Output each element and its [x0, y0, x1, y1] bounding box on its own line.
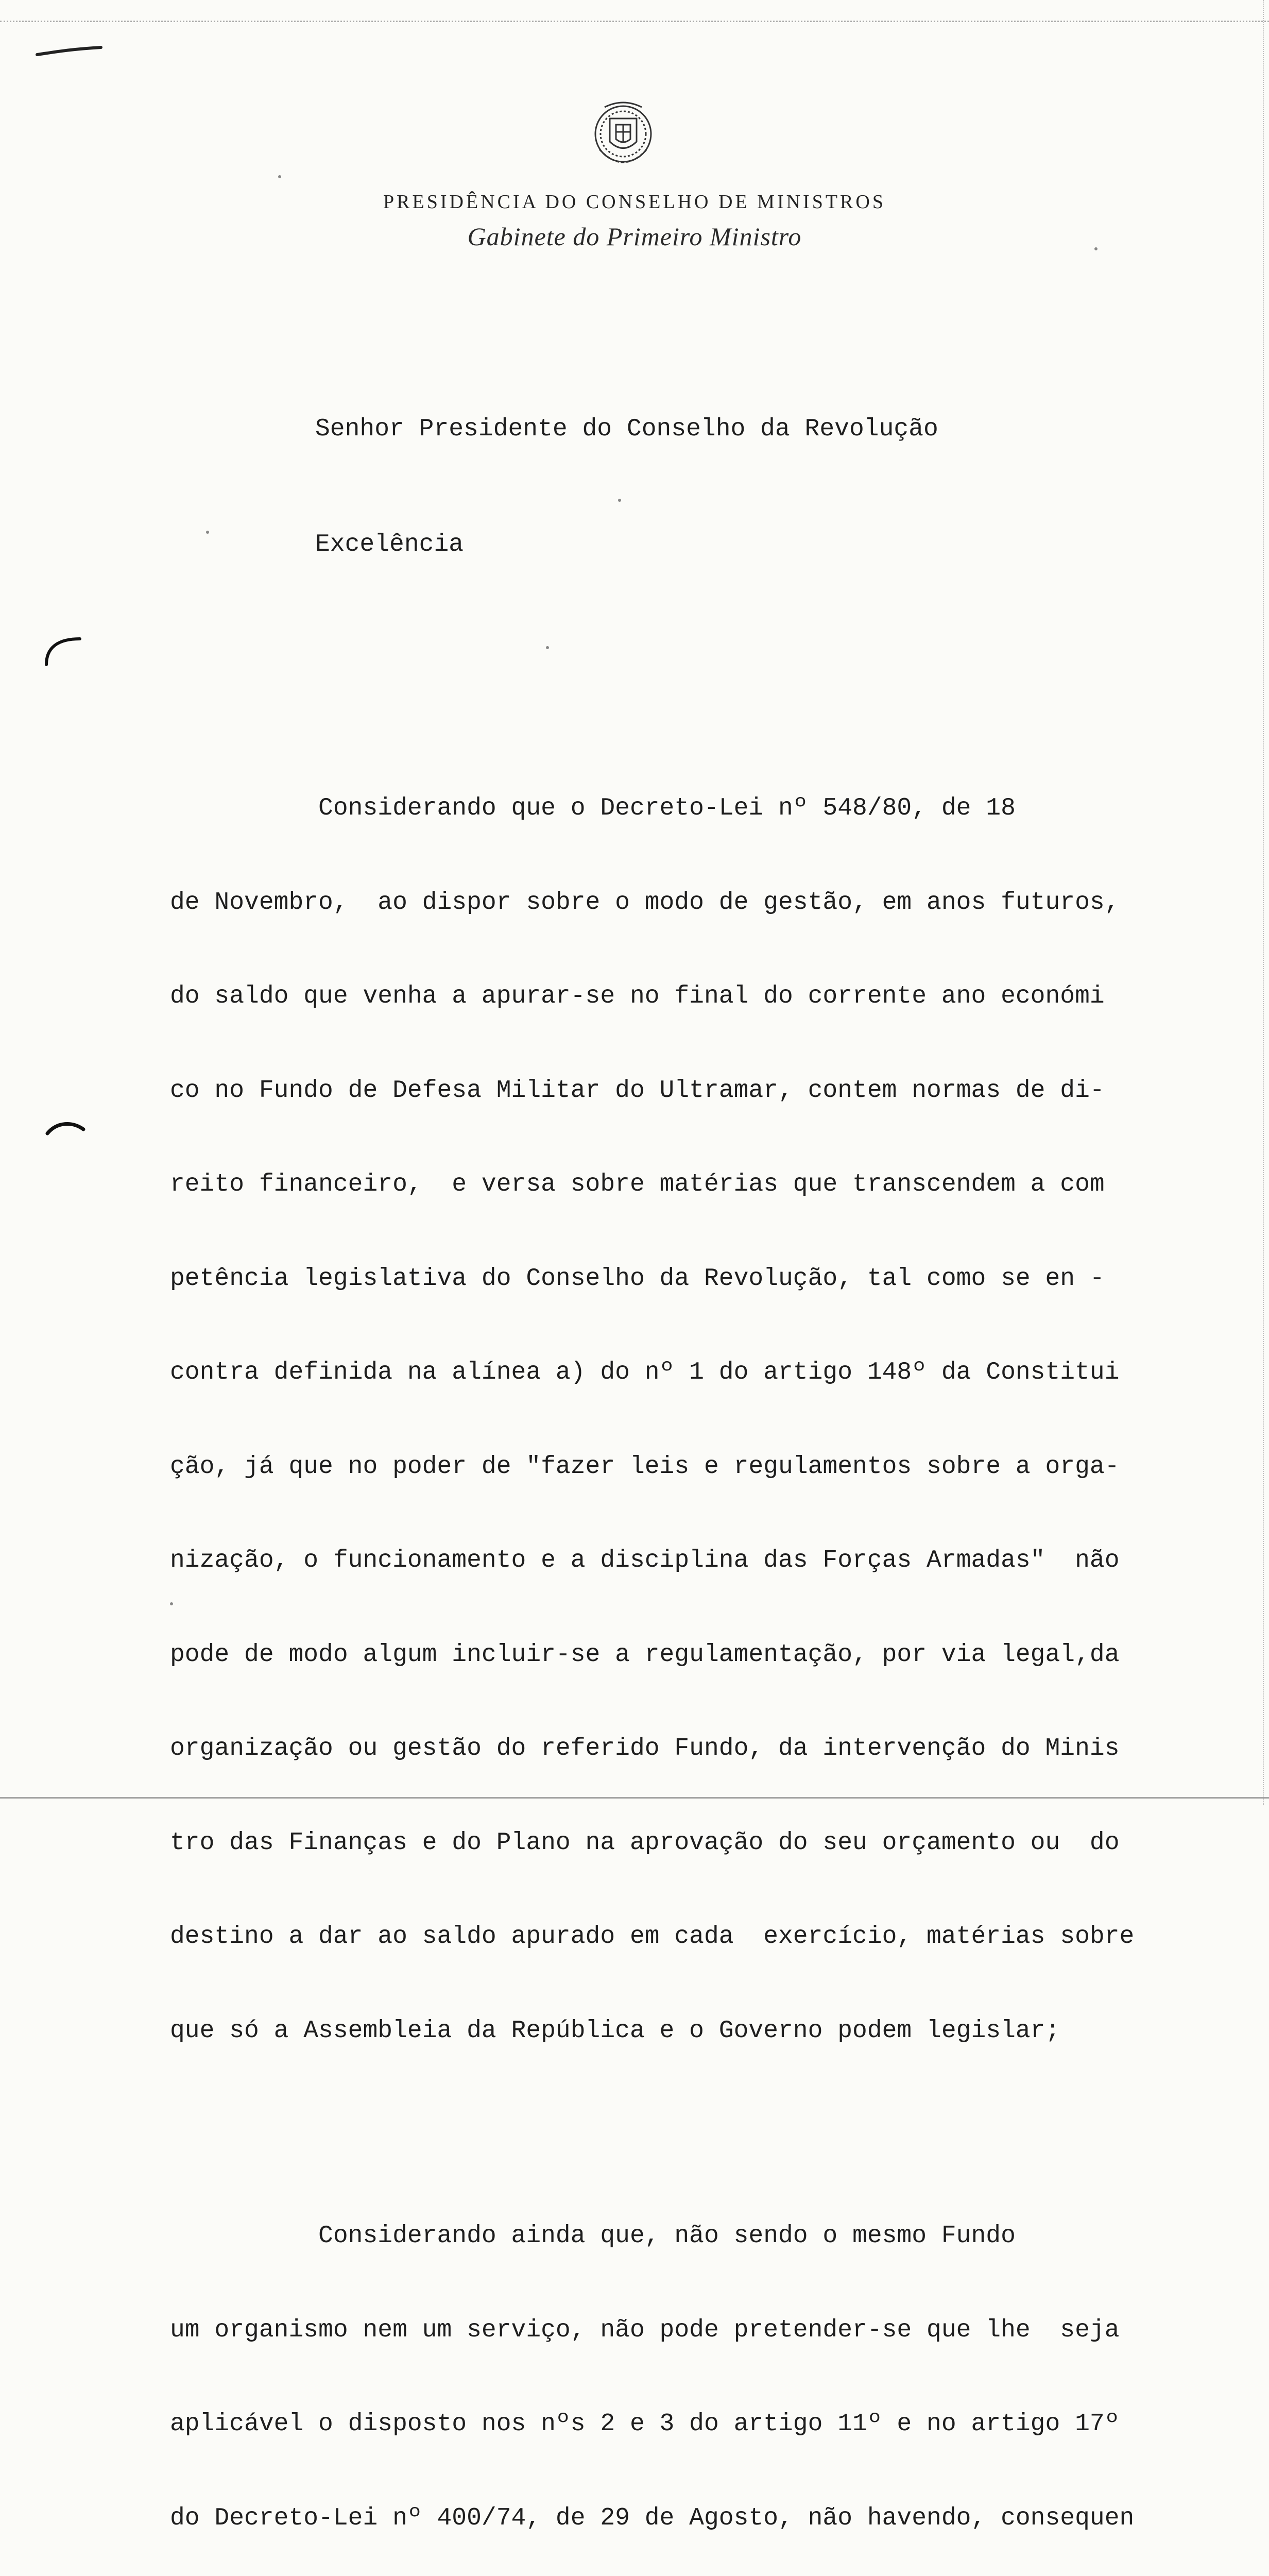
- text-line: reito financeiro, e versa sobre matérias que transcendem a com: [170, 1171, 1105, 1198]
- text-line: que só a Assembleia da República e o Governo podem legislar;: [170, 2016, 1060, 2045]
- text-line: petência legislativa do Conselho da Revolução, tal como se en -: [170, 1264, 1105, 1293]
- text-line: Considerando que o Decreto-Lei nº 548/80, de 18: [170, 794, 1016, 822]
- punch-hole-mark: [41, 1118, 88, 1164]
- text-line: do saldo que venha a apurar-se no final do corrente ano económi: [170, 982, 1105, 1010]
- scan-speck: [546, 646, 549, 649]
- ink-scratch-mark: [36, 45, 103, 57]
- text-line: do Decreto-Lei nº 400/74, de 29 de Agosto, não havendo, consequen: [170, 2504, 1135, 2532]
- scan-speck: [278, 175, 281, 178]
- text-line: de Novembro, ao dispor sobre o modo de gestão, em anos futuros,: [170, 888, 1120, 917]
- office-name: Gabinete do Primeiro Ministro: [467, 222, 802, 251]
- scan-edge-right: [1263, 0, 1264, 1805]
- salutation: Senhor Presidente do Conselho da Revolução: [315, 415, 938, 443]
- scan-speck: [618, 499, 621, 502]
- coat-of-arms-seal-icon: [579, 93, 667, 181]
- paragraph: [170, 734, 1231, 2106]
- text-line: tro das Finanças e do Plano na aprovação do seu orçamento ou do: [170, 1828, 1120, 1857]
- paragraph: [170, 2161, 1231, 2576]
- text-line: nização, o funcionamento e a disciplina das Forças Armadas" não: [170, 1547, 1120, 1574]
- text-line: contra definida na alínea a) do nº 1 do artigo 148º da Constitui: [170, 1359, 1120, 1386]
- scan-speck: [206, 531, 209, 534]
- text-line: aplicável o disposto nos nºs 2 e 3 do artigo 11º e no artigo 17º: [170, 2410, 1120, 2438]
- text-line: pode de modo algum incluir-se a regulamentação, por via legal,da: [170, 1640, 1120, 1669]
- text-line: um organismo nem um serviço, não pode pretender-se que lhe seja: [170, 2316, 1120, 2344]
- organization-name: PRESIDÊNCIA DO CONSELHO DE MINISTROS: [383, 191, 886, 213]
- text-line: Considerando ainda que, não sendo o mesmo Fundo: [170, 2222, 1016, 2250]
- punch-hole-mark: [41, 634, 88, 680]
- text-line: organização ou gestão do referido Fundo, da intervenção do Minis: [170, 1735, 1120, 1762]
- greeting: Excelência: [315, 531, 464, 558]
- text-line: ção, já que no poder de "fazer leis e regulamentos sobre a orga-: [170, 1452, 1120, 1481]
- letter-body: [170, 678, 1231, 2576]
- scan-edge-top: [0, 21, 1269, 22]
- text-line: destino a dar ao saldo apurado em cada exercício, matérias sobre: [170, 1923, 1135, 1951]
- text-line: co no Fundo de Defesa Militar do Ultramar, contem normas de di-: [170, 1076, 1105, 1105]
